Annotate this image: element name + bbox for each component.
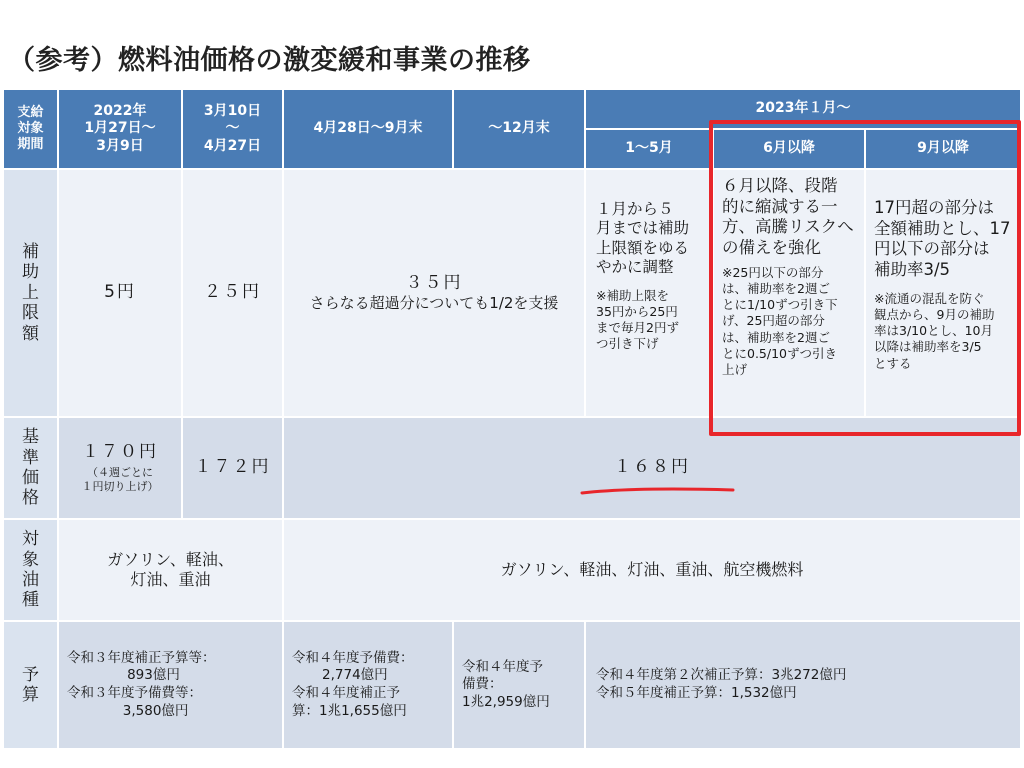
- base-price-col1: [59, 418, 181, 518]
- header-col4: ～12月末: [454, 90, 584, 168]
- row-label-budget: 予 算: [4, 622, 57, 748]
- fuel-col3-5: ガソリン、軽油、灯油、重油、航空機燃料: [284, 520, 1020, 620]
- limit-col5c-main: 17円超の部分は 全額補助とし、17 円以下の部分は 補助率3/5: [874, 198, 1011, 279]
- limit-col5b-note: ※25円以下の部分 は、補助率を2週ご とに1/10ずつ引き下 げ、25円超の部分 は、補助率を2週ご とに0.5/10ずつ引き 上げ: [722, 264, 838, 377]
- limit-col5a-note: ※補助上限を 35円から25円 まで毎月2円ず つ引き下げ: [596, 287, 679, 352]
- limit-col5a-main: １月から５ 月までは補助 上限額をゆる やかに調整: [596, 200, 690, 277]
- budget-col5-text: 令和４年度第２次補正予算：3兆272億円 令和５年度補正予算：1,532億円: [596, 667, 847, 701]
- limit-col5a: [586, 170, 712, 416]
- budget-col3-text: 令和４年度予備費： 2,774億円 令和４年度補正予 算：1兆1,655億円: [292, 649, 414, 719]
- limit-col2: ２５円: [183, 170, 282, 416]
- row-label-base-price: 基 準 価 格: [4, 418, 57, 518]
- limit-col5c: [866, 170, 1020, 416]
- row-label-fuel: 対 象 油 種: [4, 520, 57, 620]
- limit-col3-4-main: ３５円: [405, 273, 463, 293]
- budget-col5: [586, 622, 1020, 748]
- limit-col5c-note: ※流通の混乱を防ぐ 観点から、9月の補助 率は3/10とし、10月 以降は補助率を3/5 とする: [874, 290, 995, 371]
- header-col5c: 9月以降: [866, 130, 1020, 168]
- limit-col5b-main: ６月以降、段階 的に縮減する一 方、高騰リスクへ の備えを強化: [722, 176, 854, 257]
- header-col3: 4月28日～9月末: [284, 90, 452, 168]
- limit-col3-4-sub: さらなる超過分についても1/2を支援: [309, 294, 559, 313]
- red-underline-mark: [578, 485, 738, 499]
- fuel-col1-2: ガソリン、軽油、 灯油、重油: [59, 520, 282, 620]
- base-price-col3-5: １６８円: [284, 418, 1020, 518]
- header-col5a: 1～5月: [586, 130, 712, 168]
- budget-col4: [454, 622, 584, 748]
- base-price-col1-sub: （４週ごとに １円切り上げ）: [81, 465, 159, 494]
- limit-col1: 5円: [59, 170, 181, 416]
- header-col2: 3月10日 ～ 4月27日: [183, 90, 282, 168]
- limit-col5b: [714, 170, 864, 416]
- limit-col3-4: [284, 170, 584, 416]
- header-col5-group: 2023年１月～: [586, 90, 1020, 128]
- header-col5b: 6月以降: [714, 130, 864, 168]
- budget-col3: [284, 622, 452, 748]
- page-title: （参考）燃料油価格の激変緩和事業の推移: [8, 45, 531, 76]
- base-price-col1-main: １７０円: [82, 441, 158, 462]
- row-label-limit: 補 助 上 限 額: [4, 170, 57, 416]
- header-col1: 2022年 1月27日～ 3月9日: [59, 90, 181, 168]
- budget-col4-text: 令和４年度予 備費： 1兆2,959億円: [462, 658, 550, 710]
- budget-col1-2-text: 令和３年度補正予算等： 893億円 令和３年度予備費等： 3,580億円: [67, 649, 216, 719]
- base-price-col2: １７２円: [183, 418, 282, 518]
- budget-col1-2: [59, 622, 282, 748]
- header-period-label: 支給 対象 期間: [4, 90, 57, 168]
